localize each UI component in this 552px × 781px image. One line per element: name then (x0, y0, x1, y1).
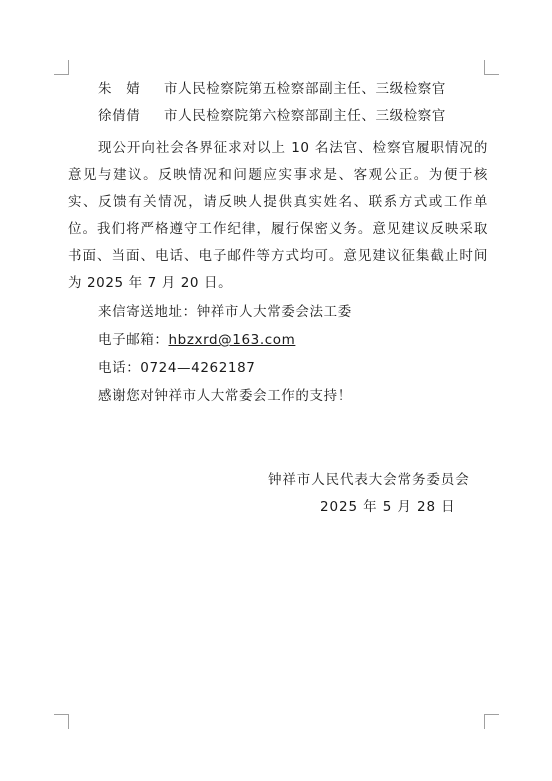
body-paragraph: 现公开向社会各界征求对以上 10 名法官、检察官履职情况的意见与建议。反映情况和问题应实事求是、客观公正。为便于核实、反馈有关情况，请反映人提供真实姓名、联系方式或工作单位。我们将严格遵守工作纪律，履行保密义务。意见建议反映采取书面、当面、电话、电子邮件等方式均可。意见建议征集截止时间为 2025 年 7 月 20 日。 (68, 140, 488, 291)
contact-email-link[interactable]: hbzxrd@163.com (168, 332, 296, 348)
signature-date: 2025 年 5 月 28 日 (320, 499, 456, 515)
crop-mark-top-left (54, 60, 69, 75)
contact-address: 来信寄送地址：钟祥市人大常委会法工委 (98, 304, 352, 320)
member-line-1 (98, 79, 446, 99)
member-title-1: 市人民检察院第五检察部副主任、三级检察官 (164, 81, 446, 97)
thanks-line: 感谢您对钟祥市人大常委会工作的支持！ (98, 388, 352, 404)
contact-email-line (98, 330, 295, 350)
contact-email-label: 电子邮箱： (98, 332, 169, 348)
member-title-2: 市人民检察院第六检察部副主任、三级检察官 (164, 108, 446, 124)
signature-org: 钟祥市人民代表大会常务委员会 (268, 472, 470, 488)
member-name-2: 徐倩倩 (98, 108, 141, 124)
crop-mark-bottom-left (54, 714, 69, 729)
crop-mark-top-right (484, 60, 499, 75)
crop-mark-bottom-right (484, 714, 499, 729)
member-line-2 (98, 106, 446, 126)
contact-phone: 电话：0724—4262187 (98, 360, 256, 376)
member-name-1: 朱 婧 (98, 81, 141, 97)
